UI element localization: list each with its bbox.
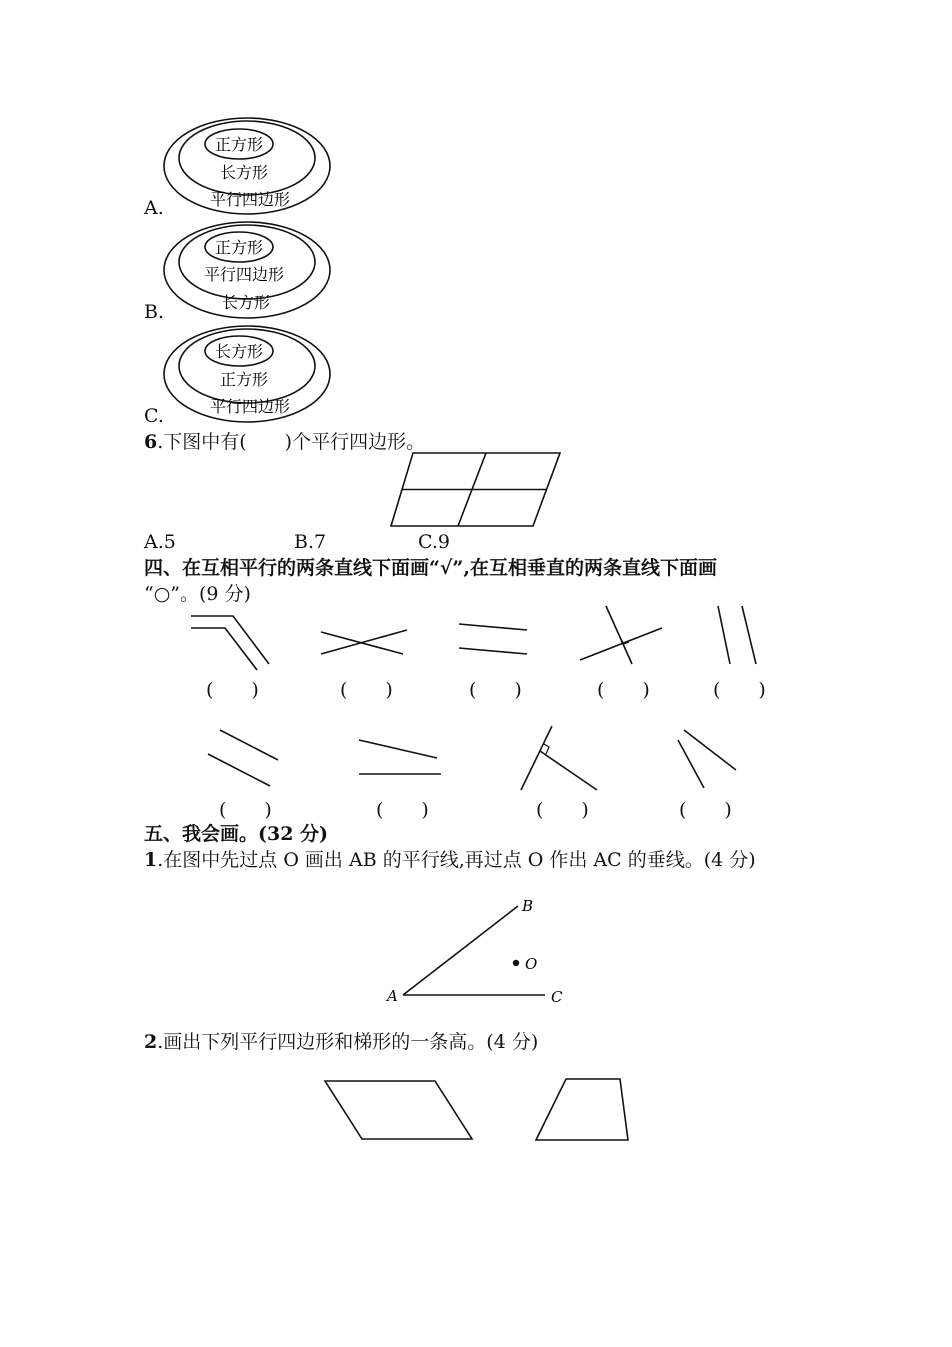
line-pair-figure-8 (516, 722, 600, 796)
question-number: 2 (144, 1031, 158, 1053)
answer-blank[interactable]: ( ) (679, 799, 732, 821)
answer-blank[interactable]: ( ) (376, 799, 429, 821)
question-number: 6 (144, 431, 158, 453)
outer-set-label: 平行四边形 (209, 190, 291, 209)
parallelogram-figure (320, 1076, 476, 1142)
answer-blank[interactable]: ( ) (206, 679, 259, 701)
line-pair-figure-7 (355, 736, 445, 778)
s5-q2-question (144, 1030, 538, 1054)
inner-set-label: 正方形 (214, 238, 264, 257)
line-pair-figure-3 (455, 618, 535, 658)
angle-abc-diagram (385, 892, 575, 1008)
option-label: C. (144, 405, 164, 427)
outer-set-label: 长方形 (221, 293, 271, 312)
line-pair-figure-1 (185, 612, 275, 672)
line-pair-figure-2 (315, 622, 415, 662)
middle-set-label: 平行四边形 (203, 265, 285, 284)
section5-title: 五、我会画。(32 分) (144, 823, 329, 845)
section4-title-line1: 四、在互相平行的两条直线下面画“√”,在互相垂直的两条直线下面画 (144, 557, 717, 579)
answer-blank[interactable]: ( ) (469, 679, 522, 701)
nested-sets-diagram (162, 324, 342, 428)
point-b-label: B (522, 897, 534, 915)
option-label: B. (144, 301, 165, 323)
line-pair-figure-5 (712, 602, 762, 668)
point-c-label: C (551, 988, 563, 1006)
inner-set-label: 长方形 (214, 342, 264, 361)
answer-blank[interactable]: ( ) (713, 679, 766, 701)
question-text: .画出下列平行四边形和梯形的一条高。(4 分) (157, 1031, 539, 1053)
middle-set-label: 长方形 (219, 163, 269, 182)
q5-option-a (144, 116, 344, 220)
answer-blank[interactable]: ( ) (597, 679, 650, 701)
q6-option-c: C.9 (418, 531, 450, 553)
q5-option-c (144, 324, 344, 428)
q6-option-b: B.7 (294, 531, 327, 553)
q6-option-a: A.5 (144, 531, 176, 553)
line-pair-figure-4 (576, 602, 666, 668)
line-pair-figure-9 (672, 726, 742, 792)
line-pair-figure-6 (204, 726, 284, 792)
nested-sets-diagram (162, 116, 342, 220)
q6-parallelogram-grid (388, 450, 568, 530)
answer-blank[interactable]: ( ) (340, 679, 393, 701)
nested-sets-diagram (162, 220, 342, 324)
trapezoid-figure (532, 1074, 632, 1144)
section4-title-line2: “○”。(9 分) (144, 583, 251, 605)
q5-option-b (144, 220, 344, 324)
point-o-label: O (525, 955, 538, 973)
question-text: .在图中先过点 O 画出 AB 的平行线,再过点 O 作出 AC 的垂线。(4 分) (157, 849, 756, 871)
s5-q1-question (144, 848, 756, 872)
question-text: .下图中有( )个平行四边形。 (157, 431, 426, 453)
point-a-label: A (387, 987, 398, 1005)
question-number: 1 (144, 849, 158, 871)
outer-set-label: 平行四边形 (209, 397, 291, 416)
option-label: A. (144, 197, 164, 219)
answer-blank[interactable]: ( ) (219, 799, 272, 821)
point-o-dot (513, 960, 519, 966)
inner-set-label: 正方形 (214, 135, 264, 154)
middle-set-label: 正方形 (219, 370, 269, 389)
q6-question (144, 430, 425, 454)
answer-blank[interactable]: ( ) (536, 799, 589, 821)
